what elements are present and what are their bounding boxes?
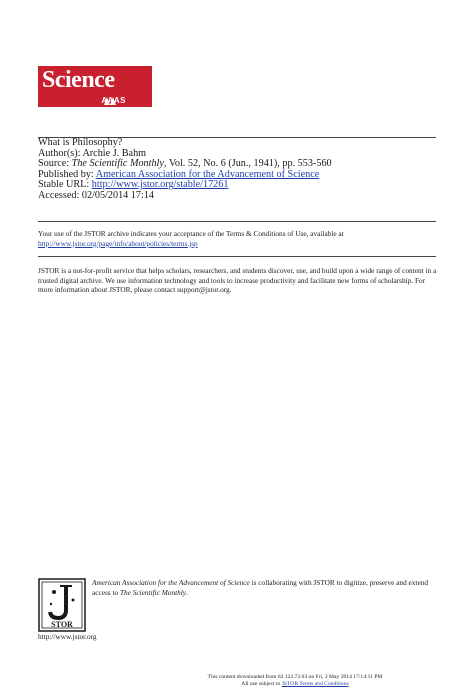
- jstor-about: JSTOR is a not-for-profit service that helps scholars, researchers, and students discover, use, and build upon a wide range of content in a trusted digital archive. We use information technology and tools to increase productivity and facilitate new forms of scholarship. For more information about JSTOR, please contact support@jstor.org.: [38, 266, 437, 295]
- collab-journal: The Scientific Monthly: [119, 587, 187, 597]
- article-title: What is Philosophy?: [38, 137, 123, 148]
- footer-terms-link[interactable]: JSTOR Terms and Conditions: [281, 681, 349, 687]
- terms-notice: [38, 229, 438, 248]
- jstor-logo-text: STOR: [51, 620, 73, 629]
- science-logo: [38, 66, 152, 107]
- middle-divider: [38, 221, 436, 222]
- collab-text: is collaborating with JSTOR to digitize, preserve and extend access to: [92, 578, 428, 597]
- collaboration-note: [92, 578, 438, 597]
- stable-url-link[interactable]: http://www.jstor.org/stable/17261: [91, 179, 229, 191]
- author-name: Archie J. Bahm: [82, 147, 147, 159]
- source-details: , Vol. 52, No. 6 (Jun., 1941), pp. 553-560: [163, 158, 332, 170]
- collab-org: American Association for the Advancement of Science: [92, 578, 250, 587]
- accessed-line: Accessed: 02/05/2014 17:14: [38, 189, 155, 201]
- terms-footer-line: [150, 681, 440, 688]
- publisher-link[interactable]: American Association for the Advancement of Science: [95, 168, 320, 180]
- journal-title: The Scientific Monthly: [71, 158, 164, 170]
- source-label: Source:: [38, 158, 70, 170]
- download-info: This content downloaded from 62.122.72.63 on Fri, 2 May 2014 17:14:11 PM: [207, 674, 383, 680]
- collab-end: .: [186, 587, 188, 597]
- lower-divider: [38, 256, 436, 257]
- download-footer: [150, 674, 440, 688]
- jstor-url[interactable]: http://www.jstor.org: [38, 632, 97, 641]
- citation-block: [38, 138, 332, 202]
- stable-url-label: Stable URL:: [38, 179, 90, 191]
- publisher-label: Published by:: [38, 168, 94, 180]
- author-label: Author(s):: [38, 147, 81, 159]
- science-wordmark: Science: [42, 67, 115, 93]
- aaas-label: AAAS: [101, 96, 126, 105]
- terms-link[interactable]: http://www.jstor.org/page/info/about/policies/terms.jsp: [38, 238, 198, 248]
- jstor-logo-icon: [38, 578, 86, 632]
- terms-text: Your use of the JSTOR archive indicates your acceptance of the Terms & Conditions of Use, available at: [38, 229, 344, 238]
- footer-subject-prefix: All use subject to: [241, 681, 282, 687]
